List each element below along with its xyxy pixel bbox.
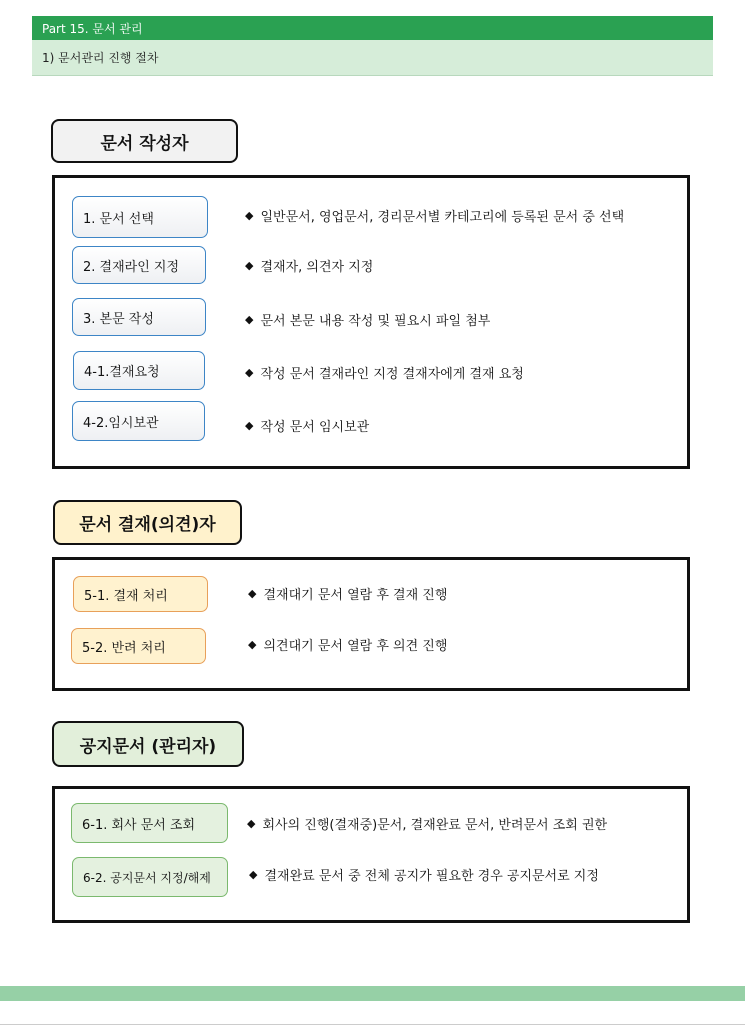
part-title: Part 15. 문서 관리 <box>42 21 143 36</box>
diamond-bullet-icon: ◆ <box>245 312 254 326</box>
step-desc <box>248 583 447 603</box>
step-label: 5-1. 결재 처리 <box>84 588 168 604</box>
step-label: 6-2. 공지문서 지정/해제 <box>83 870 211 885</box>
footer-divider <box>0 1024 745 1025</box>
step-desc <box>247 813 607 833</box>
step-notice-designate <box>72 857 228 897</box>
section-title-admin <box>52 721 244 767</box>
section-title-text: 공지문서 (관리자) <box>79 736 217 757</box>
step-desc-text: 작성 문서 임시보관 <box>260 419 370 435</box>
diamond-bullet-icon: ◆ <box>247 816 256 830</box>
step-desc <box>245 362 524 382</box>
footer-bar <box>0 986 745 1001</box>
step-desc-text: 회사의 진행(결재중)문서, 결재완료 문서, 반려문서 조회 권한 <box>262 817 608 833</box>
step-label: 3. 본문 작성 <box>83 311 154 327</box>
step-label: 6-1. 회사 문서 조회 <box>82 817 196 833</box>
diamond-bullet-icon: ◆ <box>245 258 254 272</box>
step-reject <box>71 628 206 664</box>
step-approve <box>73 576 208 612</box>
step-desc <box>245 415 369 435</box>
step-desc <box>245 255 373 275</box>
diamond-bullet-icon: ◆ <box>248 586 257 600</box>
step-temporary-save <box>72 401 205 441</box>
step-company-document-search <box>71 803 228 843</box>
diamond-bullet-icon: ◆ <box>245 208 254 222</box>
step-desc-text: 일반문서, 영업문서, 경리문서별 카테고리에 등록된 문서 중 선택 <box>260 209 625 225</box>
step-write-body <box>72 298 206 336</box>
step-desc-text: 작성 문서 결재라인 지정 결재자에게 결재 요청 <box>260 366 524 382</box>
step-desc-text: 의견대기 문서 열람 후 의견 진행 <box>263 638 448 654</box>
step-label: 4-2.임시보관 <box>83 415 159 431</box>
diamond-bullet-icon: ◆ <box>245 365 254 379</box>
diamond-bullet-icon: ◆ <box>248 637 257 651</box>
step-label: 1. 문서 선택 <box>83 211 154 227</box>
diamond-bullet-icon: ◆ <box>249 867 258 881</box>
section-title-text: 문서 결재(의견)자 <box>79 515 216 535</box>
step-desc <box>245 205 624 225</box>
subtitle-bar <box>32 40 713 76</box>
step-approval-line <box>72 246 206 284</box>
step-desc-text: 문서 본문 내용 작성 및 필요시 파일 첨부 <box>260 313 491 329</box>
step-desc <box>249 864 599 884</box>
step-request-approval <box>73 351 205 390</box>
diamond-bullet-icon: ◆ <box>245 418 254 432</box>
step-select-document <box>72 196 208 238</box>
section-title-text: 문서 작성자 <box>100 133 189 154</box>
step-desc-text: 결재대기 문서 열람 후 결재 진행 <box>263 587 448 603</box>
step-desc <box>248 634 447 654</box>
section-title-approver <box>53 500 242 545</box>
step-label: 4-1.결재요청 <box>84 365 160 380</box>
subtitle: 1) 문서관리 진행 절차 <box>42 51 159 65</box>
part-title-bar <box>32 16 713 40</box>
step-label: 2. 결재라인 지정 <box>83 259 180 275</box>
step-desc-text: 결재완료 문서 중 전체 공지가 필요한 경우 공지문서로 지정 <box>264 868 599 884</box>
step-label: 5-2. 반려 처리 <box>82 640 166 656</box>
step-desc <box>245 309 490 329</box>
section-title-author <box>51 119 238 163</box>
step-desc-text: 결재자, 의견자 지정 <box>260 259 374 275</box>
